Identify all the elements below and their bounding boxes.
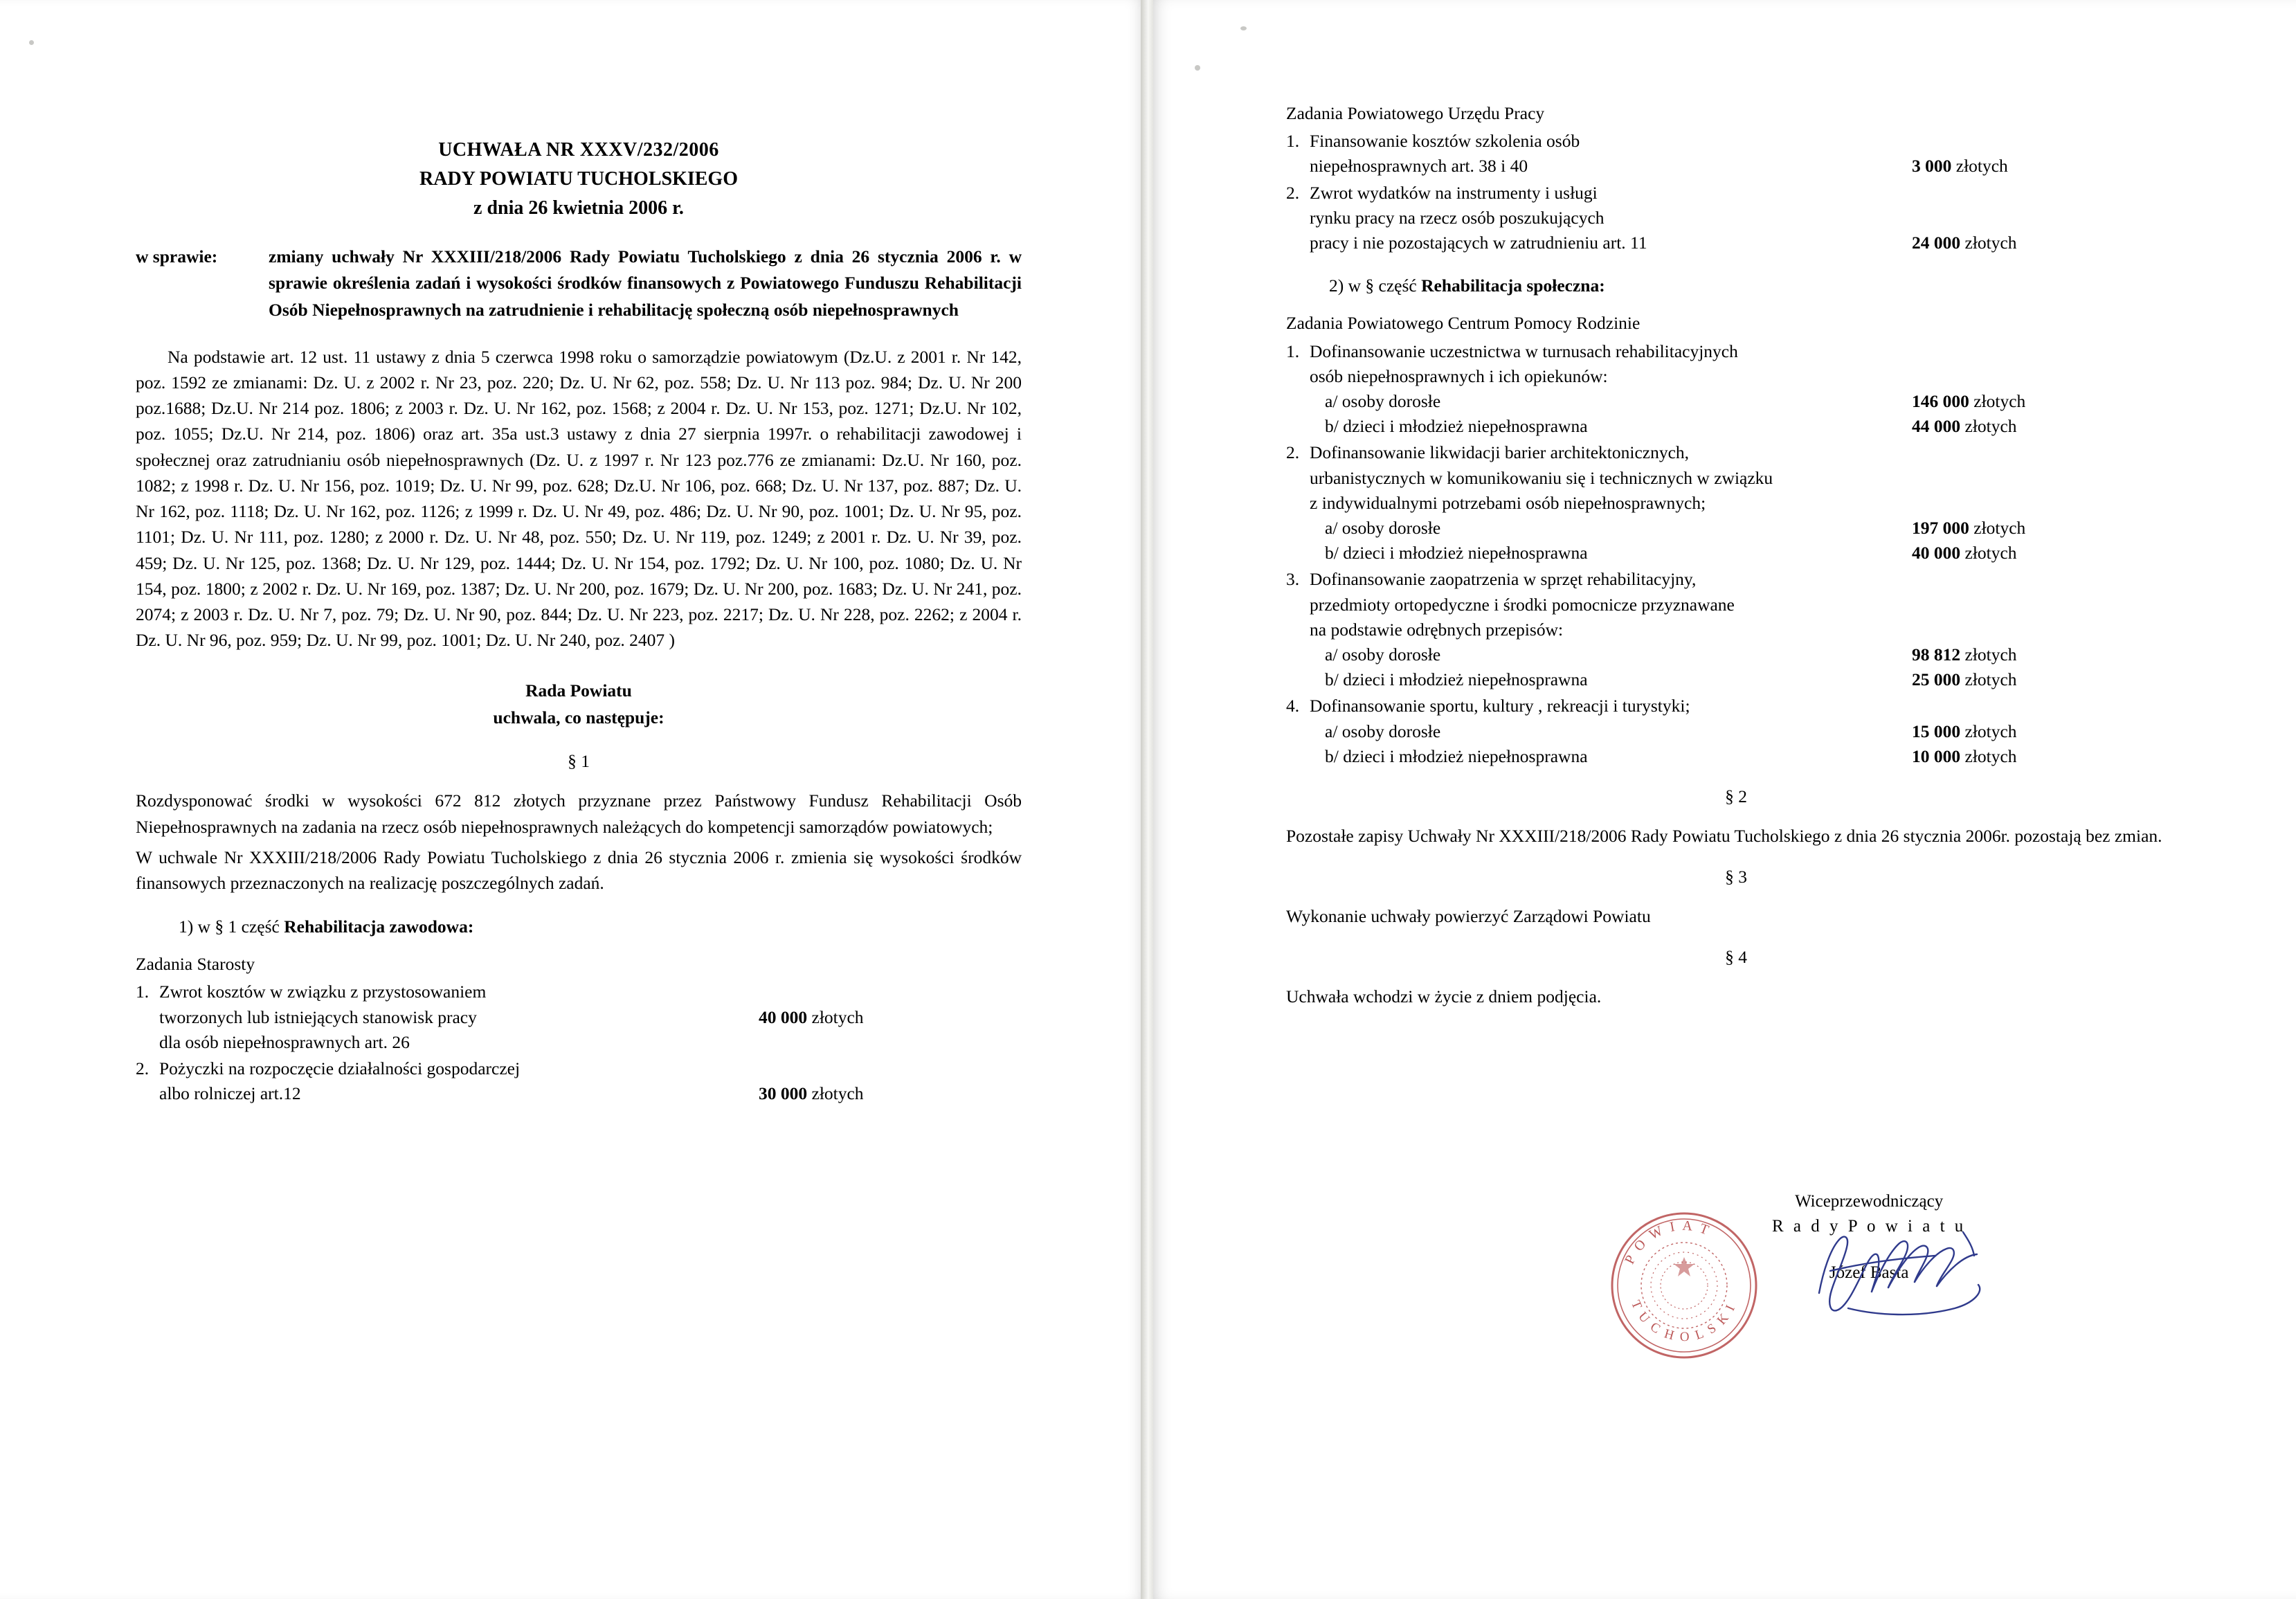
- item-amount: [759, 1081, 864, 1106]
- signature-title-line-2: R a d y P o w i a t u: [1772, 1217, 1967, 1236]
- paragraph-1-marker: § 1: [568, 750, 590, 771]
- subject-block: [136, 244, 1022, 323]
- list-item: [136, 1056, 1022, 1106]
- pup-items: [1286, 129, 2186, 255]
- item-line: [1310, 491, 2186, 516]
- section-1-heading-prefix: 1) w § 1 część: [179, 916, 284, 937]
- item-line-text: albo rolniczej art.12: [159, 1083, 301, 1104]
- list-item: [1286, 567, 2186, 692]
- item-amount-value: 3 000: [1912, 156, 1952, 177]
- item-line-text: Finansowanie kosztów szkolenia osób: [1310, 131, 1580, 152]
- pup-heading: Zadania Powiatowego Urzędu Pracy: [1286, 103, 1545, 123]
- item-amount: [1912, 719, 2017, 744]
- item-amount-unit: złotych: [1973, 391, 2026, 412]
- scan-speck-3: [1195, 65, 1200, 71]
- item-line-text: dla osób niepełnosprawnych art. 26: [159, 1031, 410, 1052]
- item-amount-unit: złotych: [811, 1083, 864, 1104]
- item-number: 3.: [1286, 569, 1300, 590]
- signature-block: [1772, 1189, 1966, 1285]
- item-lines: [136, 1056, 1022, 1106]
- starosta-items: [136, 979, 1022, 1106]
- item-amount: [759, 1005, 864, 1030]
- item-amount-unit: złotych: [1964, 746, 2017, 766]
- item-line: [1310, 154, 2186, 179]
- item-amount: [1912, 154, 2008, 179]
- paragraph-3-marker: § 3: [1725, 867, 1747, 887]
- item-number: 1.: [1286, 341, 1300, 361]
- starosta-heading: Zadania Starosty: [136, 954, 255, 975]
- subline-text: a/ osoby dorosłe: [1325, 644, 1441, 665]
- item-line-text: z indywidualnymi potrzebami osób niepełnosprawnych;: [1310, 492, 1706, 513]
- enacting-line-2: uchwala, co następuje:: [493, 707, 665, 728]
- item-lines: [1286, 567, 2186, 692]
- item-line: [1310, 339, 2186, 364]
- item-number: 2.: [1286, 182, 1300, 203]
- item-line-text: Dofinansowanie uczestnictwa w turnusach rehabilitacyjnych: [1310, 341, 1738, 361]
- item-amount-unit: złotych: [1955, 156, 2008, 177]
- scan-speck-2: [1240, 26, 1247, 30]
- signature-title-line-1: Wiceprzewodniczący: [1795, 1192, 1944, 1211]
- item-number: 2.: [1286, 442, 1300, 463]
- pcpr-heading: Zadania Powiatowego Centrum Pomocy Rodzinie: [1286, 313, 1640, 334]
- item-number: 2.: [136, 1058, 150, 1079]
- list-item: [1286, 440, 2186, 566]
- item-line-text: Pożyczki na rozpoczęcie działalności gospodarczej: [159, 1058, 521, 1079]
- item-line: [1310, 129, 2186, 154]
- item-line: [1310, 617, 2186, 642]
- left-page-content: [136, 136, 1022, 1108]
- scan-speck-1: [29, 40, 34, 45]
- item-line: [159, 1005, 1022, 1030]
- item-amount: [1912, 414, 2017, 439]
- section-2-heading: [1329, 273, 2186, 298]
- subline-text: a/ osoby dorosłe: [1325, 518, 1441, 539]
- item-subline: [1310, 667, 2186, 692]
- item-line: [1310, 593, 2186, 617]
- svg-text:P O W I A T: P O W I A T: [1622, 1218, 1713, 1267]
- item-subline: [1310, 541, 2186, 566]
- item-line-text: osób niepełnosprawnych i ich opiekunów:: [1310, 365, 1608, 386]
- item-line-text: Dofinansowanie sportu, kultury , rekreacji i turystyki;: [1310, 696, 1690, 716]
- item-amount-value: 15 000: [1912, 721, 1961, 741]
- item-lines: [136, 979, 1022, 1055]
- item-lines: [1286, 129, 2186, 179]
- item-line: [1310, 567, 2186, 592]
- item-line: [1310, 440, 2186, 465]
- item-number: 1.: [1286, 131, 1300, 152]
- item-line-text: przedmioty ortopedyczne i środki pomocnicze przyznawane: [1310, 594, 1735, 615]
- enacting-clause: [136, 678, 1022, 731]
- item-subline: [1310, 642, 2186, 667]
- paragraph-1-text-1: Rozdysponować środki w wysokości 672 812 złotych przyznane przez Państwowy Fundusz Rehabilitacji Osób Niepełnosprawnych na zadania na rzecz osób niepełnosprawnych należących do kompetencji samorządów powiatowych;: [136, 791, 1022, 837]
- paragraph-2-marker: § 2: [1725, 786, 1747, 807]
- item-line-text: Dofinansowanie likwidacji barier architektonicznych,: [1310, 442, 1690, 463]
- item-amount-value: 24 000: [1912, 233, 1961, 253]
- pcpr-items: [1286, 339, 2186, 769]
- item-amount-value: 146 000: [1912, 391, 1969, 412]
- item-subline: [1310, 516, 2186, 541]
- item-amount-value: 98 812: [1912, 644, 1961, 665]
- list-item: [136, 979, 1022, 1055]
- item-amount: [1912, 231, 2017, 255]
- item-amount-value: 40 000: [1912, 543, 1961, 563]
- right-page-content: [1286, 97, 2186, 1014]
- paragraph-3-text: Wykonanie uchwały powierzyć Zarządowi Powiatu: [1286, 906, 1651, 927]
- item-amount-value: 30 000: [759, 1083, 808, 1104]
- item-subline: [1310, 414, 2186, 439]
- list-item: [1286, 181, 2186, 256]
- section-2-heading-bold: Rehabilitacja społeczna:: [1421, 275, 1605, 296]
- subline-text: b/ dzieci i młodzież niepełnosprawna: [1325, 416, 1588, 437]
- item-line-text: rynku pracy na rzecz osób poszukujących: [1310, 207, 1605, 228]
- subline-text: b/ dzieci i młodzież niepełnosprawna: [1325, 543, 1588, 563]
- list-item: [1286, 339, 2186, 440]
- enacting-line-1: Rada Powiatu: [525, 680, 632, 701]
- subline-text: a/ osoby dorosłe: [1325, 721, 1441, 741]
- page-gutter: [1141, 0, 1153, 1599]
- item-number: 1.: [136, 982, 150, 1002]
- subject-text: zmiany uchwały Nr XXXIII/218/2006 Rady Powiatu Tucholskiego z dnia 26 stycznia 2006 r. w sprawie określenia zadań i wysokości środków finansowych z Powiatowego Funduszu Rehabilitacji Osób Niepełnosprawnych na zatrudnienie i rehabilitację społeczną osób niepełnosprawnych: [269, 246, 1022, 320]
- item-subline: [1310, 744, 2186, 769]
- item-amount-unit: złotych: [1973, 518, 2026, 539]
- section-2-heading-prefix: 2) w § część: [1329, 275, 1422, 296]
- item-line-text: urbanistycznych w komunikowaniu się i technicznych w związku: [1310, 467, 1773, 488]
- item-amount: [1912, 642, 2017, 667]
- item-amount-unit: złotych: [1964, 416, 2017, 437]
- legal-basis-paragraph: Na podstawie art. 12 ust. 11 ustawy z dnia 5 czerwca 1998 roku o samorządzie powiatowym (Dz.U. z 2001 r. Nr 142, poz. 1592 ze zmianami: Dz. U. z 2002 r. Nr 23, poz. 220; Dz. U. Nr 62, poz. 558; Dz. U. Nr 113 poz. 984; Dz. U. Nr 200 poz.1688; Dz.U. Nr 214 poz. 1806; z 2003 r. Dz. U. Nr 162, poz. 1568; z 2004 r. Dz. U. Nr 153, poz. 1271; Dz.U. Nr 102, poz. 1055; Dz.U. Nr 214, poz. 1806) oraz art. 35a ust.3 ustawy z dnia 27 sierpnia 1997r. o rehabilitacji zawodowej i społecznej oraz zatrudnianiu osób niepełnosprawnych (Dz. U. z 1997 r. Nr 123 poz.776 ze zmianami: Dz.U. Nr 160, poz. 1082; z 1998 r. Dz. U. Nr 156, poz. 1019; Dz. U. Nr 99, poz. 628; Dz.U. Nr 106, poz. 668; Dz. U. Nr 137, poz. 887; Dz. U. Nr 162, poz. 1118; Dz. U. Nr 162, poz. 1126; z 1999 r. Dz. U. Nr 49, poz. 486; Dz. U. Nr 90, poz. 1001; Dz. U. Nr 95, poz. 1101; Dz. U. Nr 111, poz. 1280; z 2000 r. Dz. U. Nr 48, poz. 550; Dz. U. Nr 119, poz. 1249; z 2001 r. Dz. U. Nr 39, poz. 459; Dz. U. Nr 125, poz. 1368; Dz. U. Nr 129, poz. 1444; Dz. U. Nr 154, poz. 1792; Dz. U. Nr 100, poz. 1080; Dz. U. Nr 154, poz. 1800; z 2002 r. Dz. U. Nr 169, poz. 1387; Dz. U. Nr 200, poz. 1679; Dz. U. Nr 200, poz. 1683; Dz. U. Nr 241, poz. 2074; z 2003 r. Dz. U. Nr 7, poz. 79; Dz. U. Nr 90, poz. 844; Dz. U. Nr 223, poz. 2217; Dz. U. Nr 228, poz. 2262; z 2004 r. Dz. U. Nr 96, poz. 959; Dz. U. Nr 99, poz. 1001; Dz. U. Nr 240, poz. 2407 ): [136, 346, 1022, 651]
- item-line-text: Zwrot kosztów w związku z przystosowaniem: [159, 982, 487, 1002]
- section-1-heading-bold: Rehabilitacja zawodowa:: [284, 916, 474, 937]
- title-line-2: RADY POWIATU TUCHOLSKIEGO: [419, 168, 738, 190]
- subline-text: a/ osoby dorosłe: [1325, 391, 1441, 412]
- item-number: 4.: [1286, 696, 1300, 716]
- svg-text:T U C H O L S K I: T U C H O L S K I: [1628, 1298, 1739, 1345]
- subline-text: b/ dzieci i młodzież niepełnosprawna: [1325, 746, 1588, 766]
- item-lines: [1286, 440, 2186, 566]
- item-line: [1310, 694, 2186, 719]
- item-line: [1310, 181, 2186, 206]
- item-amount-unit: złotych: [1964, 669, 2017, 690]
- document-title: [136, 136, 1022, 223]
- item-line-text: Dofinansowanie zaopatrzenia w sprzęt rehabilitacyjny,: [1310, 569, 1697, 590]
- item-line: [159, 1030, 1022, 1055]
- item-amount: [1912, 667, 2017, 692]
- subline-text: b/ dzieci i młodzież niepełnosprawna: [1325, 669, 1588, 690]
- item-amount-value: 25 000: [1912, 669, 1961, 690]
- section-1-heading: [179, 914, 1022, 939]
- item-subline: [1310, 389, 2186, 414]
- item-subline: [1310, 719, 2186, 744]
- list-item: [1286, 129, 2186, 179]
- item-line: [1310, 206, 2186, 231]
- item-line-text: Zwrot wydatków na instrumenty i usługi: [1310, 182, 1598, 203]
- item-line: [159, 1056, 1022, 1081]
- paragraph-4-text: Uchwała wchodzi w życie z dniem podjęcia.: [1286, 986, 1602, 1007]
- paragraph-4-marker: § 4: [1725, 946, 1747, 967]
- item-amount-unit: złotych: [1964, 721, 2017, 741]
- item-line: [1310, 364, 2186, 389]
- item-amount: [1912, 389, 2025, 414]
- item-amount: [1912, 744, 2017, 769]
- list-item: [1286, 694, 2186, 769]
- item-line-text: niepełnosprawnych art. 38 i 40: [1310, 156, 1528, 177]
- paragraph-1-text-2: W uchwale Nr XXXIII/218/2006 Rady Powiatu Tucholskiego z dnia 26 stycznia 2006 r. zmienia się wysokości środków finansowych przeznaczonych na realizację poszczególnych zadań.: [136, 847, 1022, 894]
- item-amount-unit: złotych: [1964, 543, 2017, 563]
- item-line: [1310, 231, 2186, 255]
- item-amount-unit: złotych: [1964, 233, 2017, 253]
- item-amount-value: 197 000: [1912, 518, 1969, 539]
- item-amount: [1912, 516, 2025, 541]
- subject-label: w sprawie:: [136, 246, 218, 266]
- item-amount-value: 40 000: [759, 1006, 808, 1027]
- item-line: [159, 979, 1022, 1004]
- title-line-3: z dnia 26 kwietnia 2006 r.: [473, 197, 684, 219]
- paragraph-2-text: Pozostałe zapisy Uchwały Nr XXXIII/218/2006 Rady Powiatu Tucholskiego z dnia 26 stycznia 2006r. pozostają bez zmian.: [1286, 826, 2162, 847]
- item-amount-unit: złotych: [1964, 644, 2017, 665]
- item-amount: [1912, 541, 2017, 566]
- item-line-text: tworzonych lub istniejących stanowisk pracy: [159, 1006, 477, 1027]
- signature-name: Józef Basta: [1829, 1263, 1909, 1282]
- item-amount-unit: złotych: [811, 1006, 864, 1027]
- item-line: [159, 1081, 1022, 1106]
- item-lines: [1286, 694, 2186, 769]
- item-line-text: pracy i nie pozostających w zatrudnieniu art. 11: [1310, 233, 1647, 253]
- item-lines: [1286, 181, 2186, 256]
- item-line-text: na podstawie odrębnych przepisów:: [1310, 619, 1564, 640]
- item-line: [1310, 466, 2186, 491]
- item-amount-value: 10 000: [1912, 746, 1961, 766]
- item-lines: [1286, 339, 2186, 440]
- item-amount-value: 44 000: [1912, 416, 1961, 437]
- title-line-1: UCHWAŁA NR XXXV/232/2006: [438, 139, 719, 161]
